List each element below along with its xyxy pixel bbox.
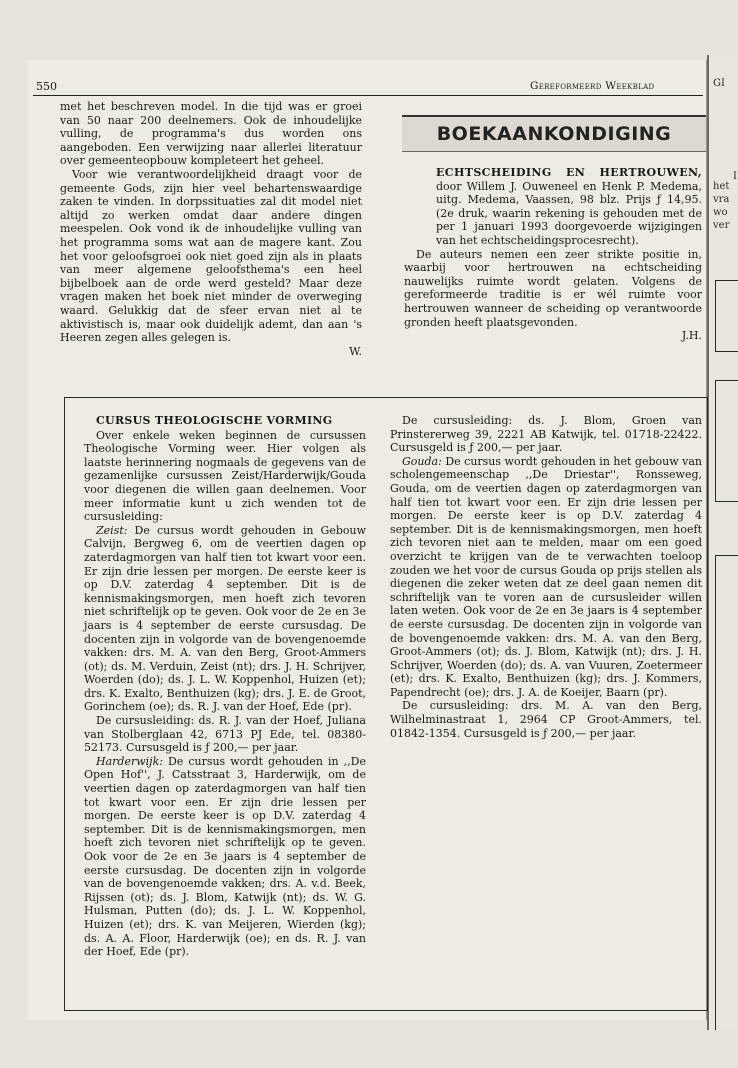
edge-fragment: vra bbox=[713, 194, 730, 205]
gouda-section bbox=[390, 455, 702, 700]
left-column bbox=[60, 100, 362, 358]
edge-fragment: wo bbox=[713, 207, 728, 218]
signature: J.H. bbox=[681, 329, 702, 343]
edge-fragment: I bbox=[733, 171, 737, 182]
review-column bbox=[404, 166, 702, 343]
book-heading bbox=[404, 166, 702, 248]
gouda-label: Gouda: bbox=[402, 454, 442, 468]
edge-fragment: GI bbox=[713, 78, 725, 89]
zeist-text: De cursus wordt gehouden in Gebouw Calvijn, Bergweg 6, om de veertien dagen op zaterdagmorgen van half tien tot kwart voor een. Er zijn drie lessen per morgen. De eerste keer is op D.V. zaterdag 4 september. Dit is de kennismakingsmorgen, men hoeft zich tevoren niet schriftelijk op te geven. Ook voor de 2e en 3e jaars is 4 september de eerste cursusdag. De docenten zijn in volgorde van de bovengenoemde vakken: drs. M. A. van den Berg, Groot-Ammers (ot); ds. M. Verduin, Zeist (nt); drs. J. H. Schrijver, Woerden (do); ds. J. L. W. Koppenhol, Huizen (et); drs. K. Exalto, Benthuizen (kg); drs. J. E. de Groot, Gorinchem (oe); ds. R. J. van der Hoef, Ede (pr). bbox=[84, 523, 366, 714]
harderwijk-section bbox=[84, 755, 366, 959]
zeist-section bbox=[84, 524, 366, 714]
course-intro: Over enkele weken beginnen de cursussen Theologische Vorming weer. Hier volgen als laatste herinnering nogmaals de gegevens van de gezamenlijke cursussen Zeist/Harderwijk/Gouda voor diegenen die willen gaan deelnemen. Voor meer informatie kunt u zich wenden tot de cursusleiding: bbox=[84, 428, 366, 524]
paragraph: Voor wie verantwoordelijkheid draagt voor de gemeente Gods, zijn hier veel behartenswaardige zaken te vinden. In dorpssituaties zal dit model niet altijd zo werken omdat daar andere dingen meespelen. Ook vond ik de inhoudelijke vulling van het programma soms wat aan de magere kant. Zou het voor geloofsgroei ook niet goed zijn als in plaats van meer algemene geloofsthema's een heel bijbelboek aan de orde werd gesteld? Maar deze vragen maken het boek niet minder de overweging waard. Gelukkig dat de sfeer ervan niet al te aktivistisch is, maar ook duidelijk ademt, dan aan 's Heeren zegen alles gelegen is. bbox=[60, 167, 362, 345]
edge-box bbox=[715, 555, 738, 1030]
course-column-left bbox=[84, 414, 366, 959]
header-rule bbox=[33, 95, 703, 96]
gouda-text: De cursus wordt gehouden in het gebouw van scholengemeenschap ,,De Driestar'', Ronsseweg, Gouda, om de veertien dagen op zaterdagmorgen van half tien tot kwart voor een. Er zijn drie lessen per morgen. De eerste keer is op D.V. zaterdag 4 september. Dit is de kennismakingsmorgen, men hoeft zich tevoren niet aan te melden, maar om een goed overzicht te krijgen van de te verwachten toeloop zouden we het voor de cursus Gouda op prijs stellen als diegenen die zeker weten dat ze deel gaan nemen dit schriftelijk van te voren aan de cursusleider willen laten weten. Ook voor de 2e en 3e jaars is 4 september de eerste cursusdag. De docenten zijn in volgorde van de bovengenoemde vakken: drs. M. A. van den Berg, Groot-Ammers (ot); ds. J. Blom, Katwijk (nt); drs. J. H. Schrijver, Woerden (do); ds. A. van Vuuren, Zoetermeer (et); drs. K. Exalto, Benthuizen (kg); drs. J. Kommers, Papendrecht (oe); drs. J. A. de Koeijer, Baarn (pr). bbox=[390, 454, 703, 699]
edge-box bbox=[715, 280, 738, 352]
harderwijk-label: Harderwijk: bbox=[96, 754, 163, 768]
gouda-leader: De cursusleiding: drs. M. A. van den Berg, Wilhelminastraat 1, 2964 CP Groot-Ammers, tel. 01842-1354. Cursusgeld is ƒ 200,— per jaar. bbox=[390, 699, 702, 740]
adjacent-page-edge bbox=[707, 55, 738, 1030]
zeist-label: Zeist: bbox=[96, 523, 128, 537]
edge-fragment: het bbox=[713, 181, 730, 192]
signature: W. bbox=[349, 344, 362, 358]
review-body: De auteurs nemen een zeer strikte positie in, waarbij voor hertrouwen na echtscheiding nauwelijks ruimte wordt gelaten. Volgens de gereformeerde traditie is er wél ruimte voor hertrouwen wanneer de scheiding op verantwoorde gronden heeft plaatsgevonden. bbox=[404, 247, 702, 329]
course-title: CURSUS THEOLOGISCHE VORMING bbox=[96, 414, 333, 427]
running-head: Gereformeerd Weekblad bbox=[530, 80, 655, 92]
harderwijk-leader: De cursusleiding: ds. J. Blom, Groen van Prinstererweg 39, 2221 AB Katwijk, tel. 01718-22422. Cursusgeld is ƒ 200,— per jaar. bbox=[390, 414, 702, 455]
course-column-right bbox=[390, 414, 702, 740]
edge-box bbox=[715, 380, 738, 502]
section-banner: BOEKAANKONDIGING bbox=[402, 115, 706, 152]
zeist-leader: De cursusleiding: ds. R. J. van der Hoef, Juliana van Stolberglaan 42, 6713 PJ Ede, tel. 08380-52173. Cursusgeld is ƒ 200,— per jaar. bbox=[84, 714, 366, 755]
book-details: door Willem J. Ouweneel en Henk P. Medema, uitg. Medema, Vaassen, 98 blz. Prijs ƒ 14,95. (2e druk, waarin rekening is gehouden met de per 1 januari 1993 doorgevoerde wijzigingen van het echtscheidingsprocesrecht). bbox=[436, 179, 702, 247]
paragraph: met het beschreven model. In die tijd was er groei van 50 naar 200 deelnemers. Ook de inhoudelijke vulling, de programma's dus worden ons aangeboden. Een verwijzing naar allerlei literatuur over gemeenteopbouw kompleteert het geheel. bbox=[60, 100, 362, 168]
harderwijk-text: De cursus wordt gehouden in ,,De Open Hof'', J. Catsstraat 3, Harderwijk, om de veertien dagen op zaterdagmorgen van half tien tot kwart voor een. Er zijn drie lessen per morgen. De eerste keer is op D.V. zaterdag 4 september. Dit is de kennismakingsmorgen, men hoeft zich tevoren niet schriftelijk op te geven. Ook voor de 2e en 3e jaars is 4 september de eerste cursusdag. De docenten zijn in volgorde van de bovengenoemde vakken; drs. A. v.d. Beek, Rijssen (ot); ds. J. Blom, Katwijk (nt); ds. W. G. Hulsman, Putten (do); ds. J. L. W. Koppenhol, Huizen (et); drs. K. van Meijeren, Wierden (kg); ds. A. A. Floor, Harderwijk (oe); en ds. R. J. van der Hoef, Ede (pr). bbox=[84, 754, 366, 959]
book-title: ECHTSCHEIDING EN HERTROUWEN, bbox=[436, 166, 702, 179]
edge-fragment: ver bbox=[713, 220, 730, 231]
page-number: 550 bbox=[36, 80, 57, 93]
